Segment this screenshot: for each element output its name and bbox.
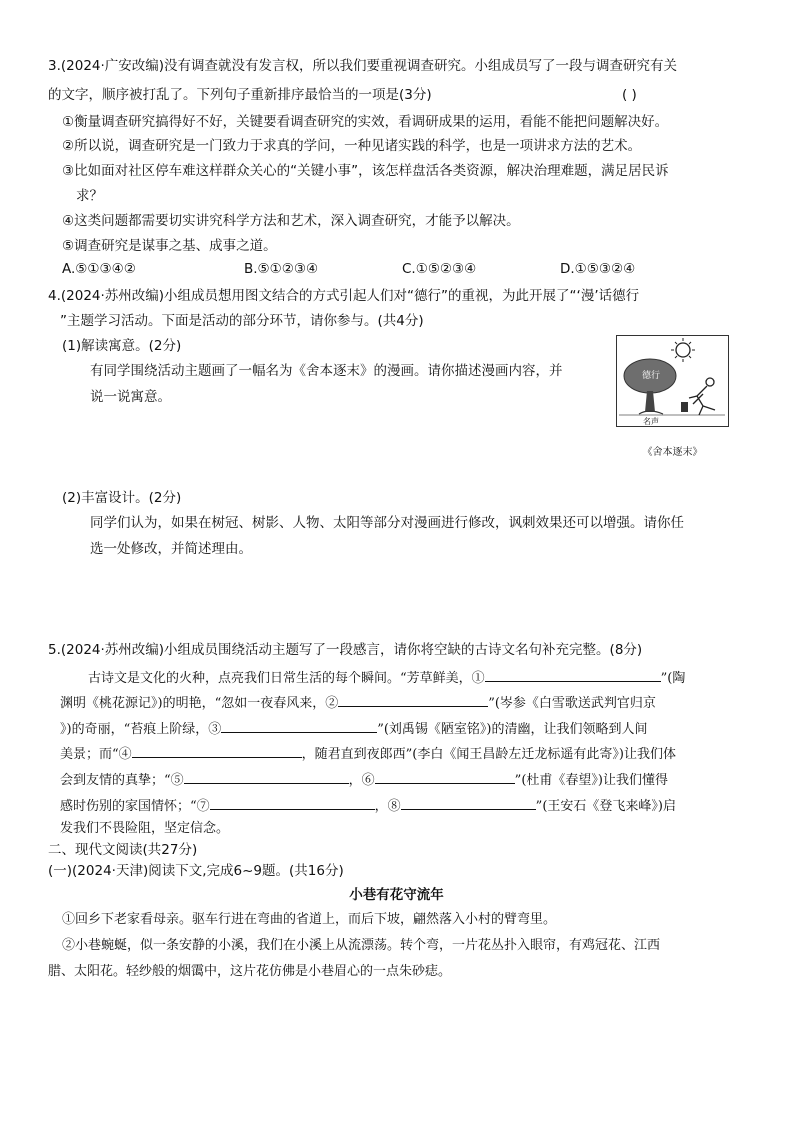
blank-2[interactable] [338,692,488,707]
q3-option-b: B.⑤①②③④ [244,261,319,277]
q3-option-d: D.①⑤③②④ [560,261,636,277]
article-paragraph-2-b: 腊、太阳花。轻纱般的烟霭中，这片花仿佛是小巷眉心的一点朱砂痣。 [48,964,452,979]
q3-sentence-2: ②所以说，调查研究是一门致力于求真的学问，一种见诸实践的科学，也是一项讲求方法的艺术。 [62,138,642,154]
q3-sentence-1: ①衡量调查研究搞得好不好，关键要看调查研究的实效，看调研成果的运用，看能不能把问题解决好。 [62,114,669,130]
q3-line-1: 3.(2024·广安改编)没有调查就没有发言权，所以我们要重视调查研究。小组成员写了一段与调查研究有关 [48,58,678,74]
q4-part-1-title: (1)解读寓意。(2分) [62,338,182,354]
q5-line-1: 5.(2024·苏州改编)小组成员围绕活动主题写了一段感言，请你将空缺的古诗文名句补充完整。(8分) [48,642,643,658]
q4-line-1: 4.(2024·苏州改编)小组成员想用图文结合的方式引起人们对“德行”的重视，为此开展了“‘漫’话德行 [48,288,640,304]
cartoon-caption: 《舍本逐末》 [642,447,703,458]
q5-text-line-5: 会到友情的真挚；“⑤ ，⑥ ”(杜甫《春望》)让我们懂得 [60,769,668,790]
q3-sentence-4: ④这类问题都需要切实讲究科学方法和艺术，深入调查研究，才能予以解决。 [62,213,520,229]
article-paragraph-1: ①回乡下老家看母亲。驱车行进在弯曲的省道上，而后下坡，翩然落入小村的臂弯里。 [62,912,557,927]
q5-text-line-6: 感时伤别的家国情怀；“⑦ ，⑧ ”(王安石《登飞来峰》)启 [60,795,676,816]
reading-subheading: (一)(2024·天津)阅读下文,完成6~9题。(共16分) [48,863,344,879]
q4-part-1-text-b: 说一说寓意。 [90,389,171,405]
bucket-icon [681,402,688,412]
blank-8[interactable] [401,795,536,810]
q4-part-2-text-a: 同学们认为，如果在树冠、树影、人物、太阳等部分对漫画进行修改，讽刺效果还可以增强。请你任 [90,515,684,531]
q3-option-c: C.①⑤②③④ [402,261,477,277]
cartoon-illustration [616,335,729,427]
q4-part-2-text-b: 选一处修改，并简述理由。 [90,541,252,557]
q3-answer-paren: ( ) [622,87,637,103]
q5-text-line-1: 古诗文是文化的火种，点亮我们日常生活的每个瞬间。“芳草鲜美，① ”(陶 [88,667,685,688]
q3-line-2: 的文字，顺序被打乱了。下列句子重新排序最恰当的一项是(3分) [48,87,432,103]
q5-text-line-3: 》)的奇丽，“苔痕上阶绿，③ ”(刘禹锡《陋室铭》)的清幽，让我们领略到人间 [60,718,648,739]
q4-part-1-text-a: 有同学围绕活动主题画了一幅名为《舍本逐末》的漫画。请你描述漫画内容，并 [90,363,563,379]
q3-sentence-3-cont: 求？ [76,188,103,204]
q4-line-2: ”主题学习活动。下面是活动的部分环节，请你参与。(共4分) [60,313,424,329]
article-title: 小巷有花守流年 [349,887,444,903]
blank-7[interactable] [210,795,375,810]
q3-sentence-5: ⑤调查研究是谋事之基、成事之道。 [62,238,277,254]
blank-3[interactable] [221,718,377,733]
section-heading: 二、现代文阅读(共27分) [48,842,198,858]
blank-1[interactable] [485,667,661,682]
tree-trunk [645,391,655,412]
cartoon-root-label: 名声 [643,417,659,426]
q5-text-line-7: 发我们不畏险阻，坚定信念。 [60,821,230,836]
q5-text-line-4: 美景；而“④ ，随君直到夜郎西”(李白《闻王昌龄左迁龙标遥有此寄》)让我们体 [60,743,676,764]
q3-option-a: A.⑤①③④② [62,261,136,277]
sun-icon [671,338,695,362]
person-figure [689,378,715,415]
q5-text-line-2: 渊明《桃花源记》)的明艳，“忽如一夜春风来，② ”(岑参《白雪歌送武判官归京 [60,692,656,713]
article-paragraph-2-a: ②小巷蜿蜒，似一条安静的小溪，我们在小溪上从流漂荡。转个弯，一片花丛扑入眼帘，有鸡冠花、江西 [62,938,661,953]
q4-part-2-title: (2)丰富设计。(2分) [62,490,182,506]
blank-6[interactable] [375,769,515,784]
q3-sentence-3: ③比如面对社区停车难这样群众关心的“关键小事”，该怎样盘活各类资源，解决治理难题，满足居民诉 [62,163,669,179]
cartoon-tree-label: 德行 [641,371,661,381]
blank-5[interactable] [184,769,349,784]
blank-4[interactable] [132,743,302,758]
